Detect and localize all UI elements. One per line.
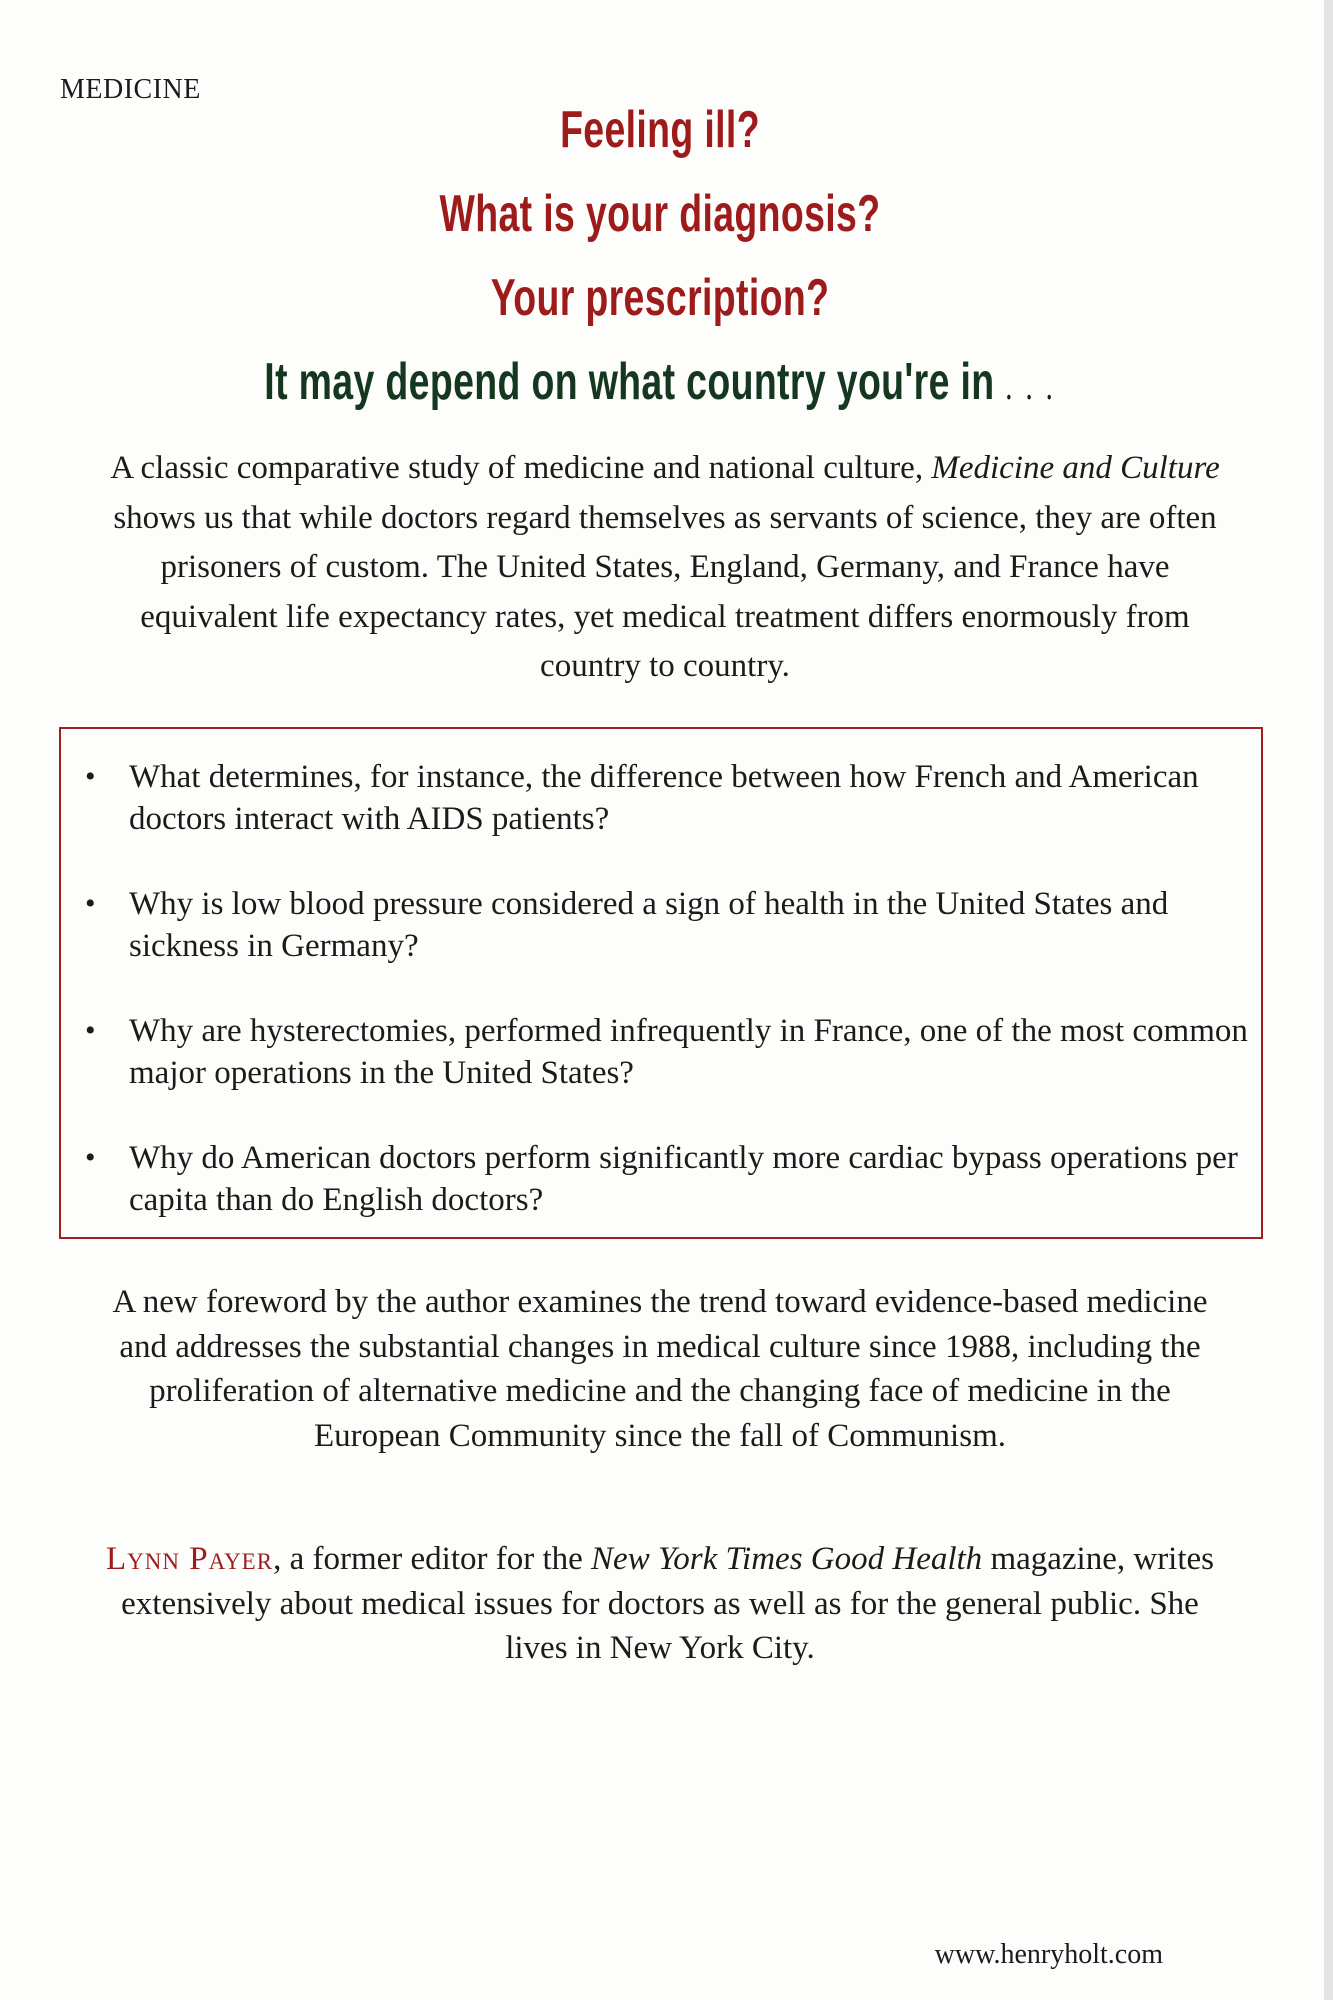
bullet-icon: • [85,1014,96,1047]
bullet-icon: • [85,1141,96,1174]
publisher-website: www.henryholt.com [934,1939,1163,1970]
question-item [85,756,1249,840]
category-label: MEDICINE [60,74,201,105]
headline-ellipsis: . . . [1005,363,1056,408]
intro-book-title: Medicine and Culture [931,450,1220,486]
question-text: Why is low blood pressure considered a sign of health in the United States and sickness in Germany? [129,886,1169,964]
headline-prescription: Your prescription? [490,269,830,327]
bio-text-start: , a former editor for the [273,1541,592,1577]
headline-feeling-ill: Feeling ill? [560,101,760,159]
bio-publication: New York Times Good Health [591,1541,983,1577]
author-name: Lynn Payer [105,1541,274,1577]
question-text: Why do American doctors perform significantly more cardiac bypass operations per capita than do English doctors? [129,1140,1238,1218]
headline-country-text: It may depend on what country you're in [264,353,995,411]
bullet-icon: • [85,887,96,920]
headline-block [0,88,1320,424]
headline-country [185,340,1135,424]
question-item [85,883,1249,967]
question-text: What determines, for instance, the difference between how French and American doctors interact with AIDS patients? [129,759,1199,837]
author-bio [90,1537,1230,1671]
intro-paragraph [110,444,1220,692]
foreword-paragraph: A new foreword by the author examines the trend toward evidence-based medicine and addresses the substantial changes in medical culture since 1988, including the proliferation of alternative medicine and the changing face of medicine in the European Community since the fall of Communism. [112,1284,1208,1454]
intro-text-end: shows us that while doctors regard themselves as servants of science, they are often prisoners of custom. The United States, England, Germany, and France have equivalent life expectancy rates, yet medical treatment differs enormously from country to country. [113,499,1217,684]
intro-text-start: A classic comparative study of medicine and national culture, [110,450,932,486]
page-edge [1324,0,1333,2000]
bullet-icon: • [85,760,96,793]
question-text: Why are hysterectomies, performed infrequently in France, one of the most common major operations in the United States? [129,1013,1248,1091]
headline-diagnosis: What is your diagnosis? [439,185,881,243]
question-box [59,727,1263,1239]
bio-text-end: magazine, writes extensively about medical issues for doctors as well as for the general public. She lives in New York City. [121,1541,1215,1666]
question-item [85,1137,1249,1221]
question-item [85,1010,1249,1094]
